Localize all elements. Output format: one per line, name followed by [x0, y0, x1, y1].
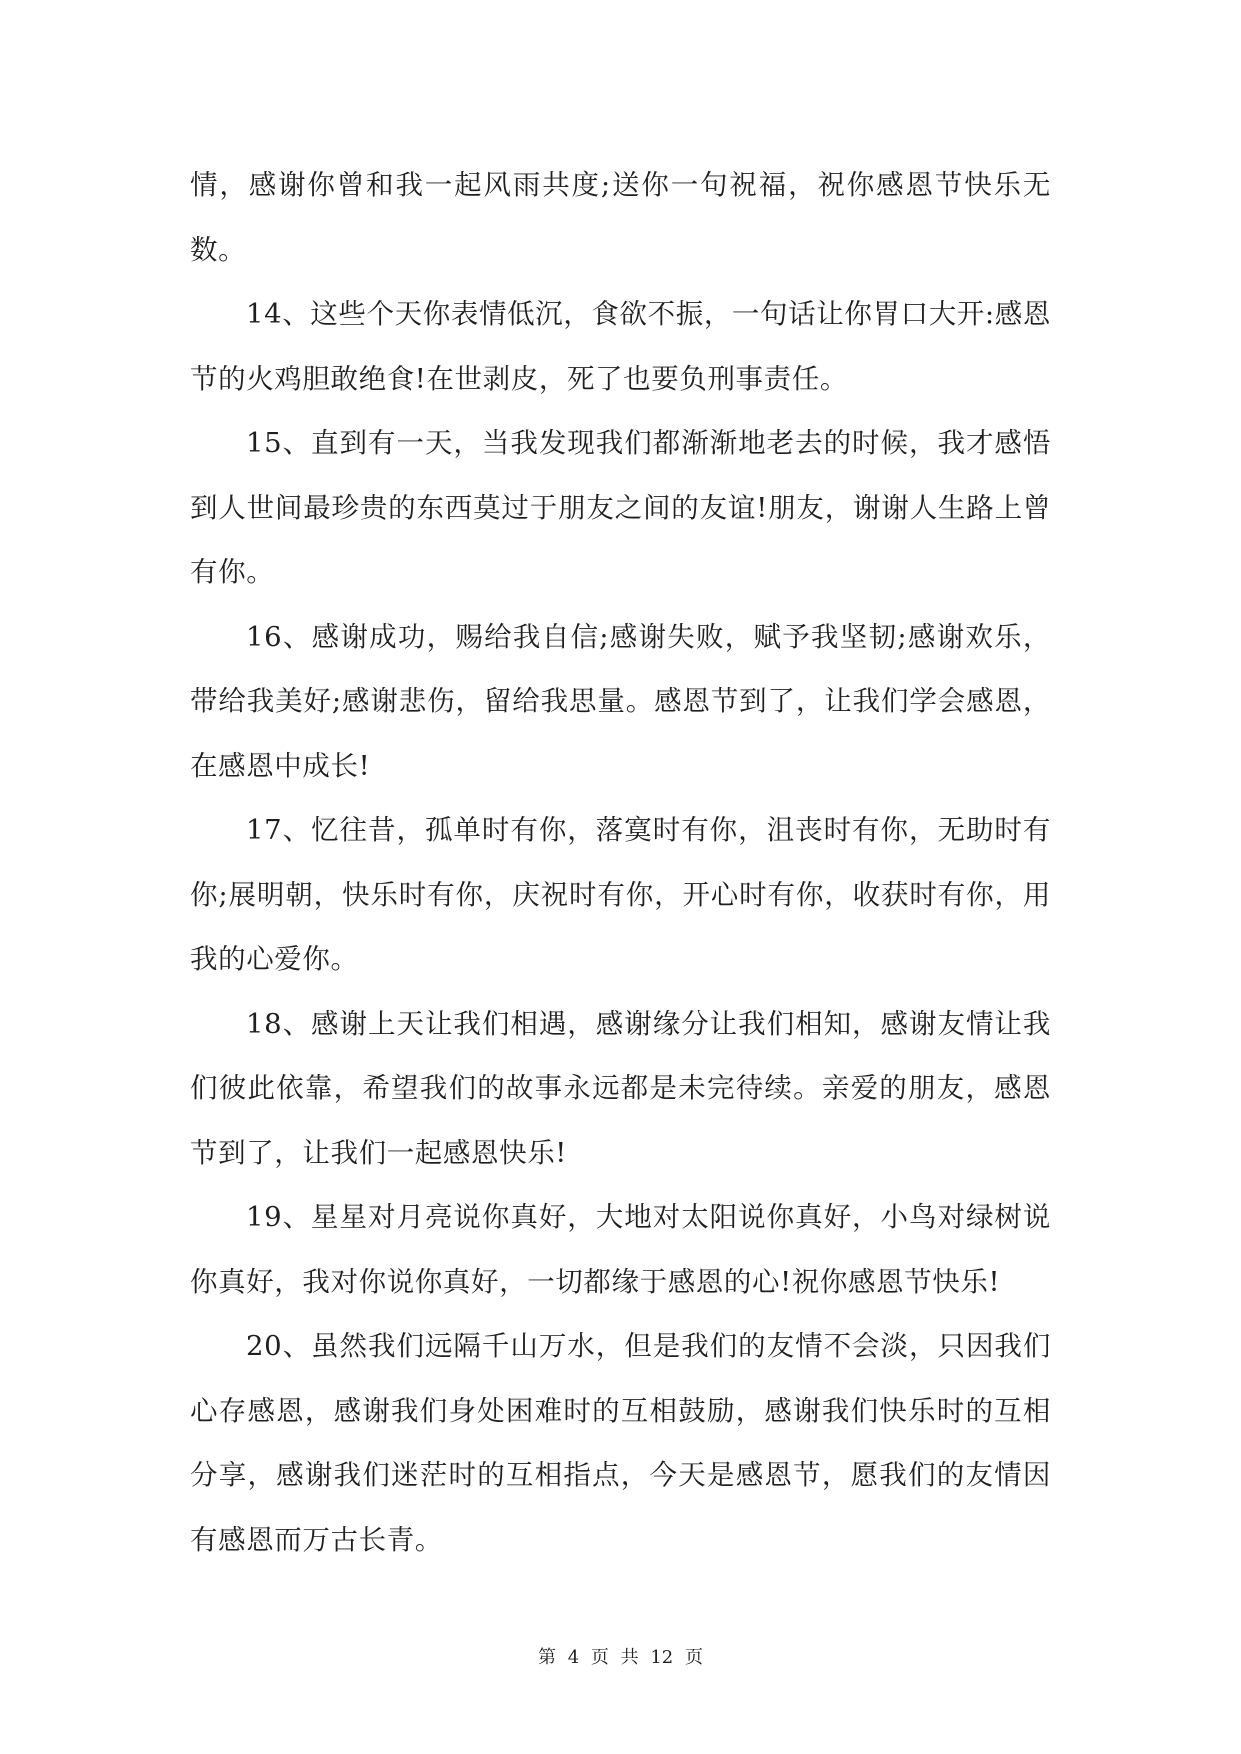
document-body: [190, 153, 1051, 1572]
paragraph-item-14: 14、这些个天你表情低沉，食欲不振，一句话让你胃口大开:感恩节的火鸡胆敢绝食!在世剥皮，死了也要负刑事责任。: [190, 298, 1051, 395]
paragraph-item-17: 17、忆往昔，孤单时有你，落寞时有你，沮丧时有你，无助时有你;展明朝，快乐时有你，庆祝时有你，开心时有你，收获时有你，用我的心爱你。: [190, 814, 1051, 975]
paragraph-item-20: 20、虽然我们远隔千山万水，但是我们的友情不会淡，只因我们心存感恩，感谢我们身处困难时的互相鼓励，感谢我们快乐时的互相分享，感谢我们迷茫时的互相指点，今天是感恩节，愿我们的友情因有感恩而万古长青。: [190, 1330, 1051, 1556]
page-number-footer: 第 4 页 共 12 页: [538, 1647, 703, 1668]
paragraph-item-19: 19、星星对月亮说你真好，大地对太阳说你真好，小鸟对绿树说你真好，我对你说你真好，一切都缘于感恩的心!祝你感恩节快乐!: [190, 1201, 1051, 1298]
paragraph-item-16: 16、感谢成功，赐给我自信;感谢失败，赋予我坚韧;感谢欢乐，带给我美好;感谢悲伤，留给我思量。感恩节到了，让我们学会感恩，在感恩中成长!: [190, 620, 1051, 782]
paragraph-item-18: 18、感谢上天让我们相遇，感谢缘分让我们相知，感谢友情让我们彼此依靠，希望我们的故事永远都是未完待续。亲爱的朋友，感恩节到了，让我们一起感恩快乐!: [190, 1007, 1051, 1169]
paragraph-item-15: 15、直到有一天，当我发现我们都渐渐地老去的时候，我才感悟到人世间最珍贵的东西莫过于朋友之间的友谊!朋友，谢谢人生路上曾有你。: [190, 427, 1051, 588]
paragraph-continuation: 情，感谢你曾和我一起风雨共度;送你一句祝福，祝你感恩节快乐无数。: [190, 169, 1051, 266]
